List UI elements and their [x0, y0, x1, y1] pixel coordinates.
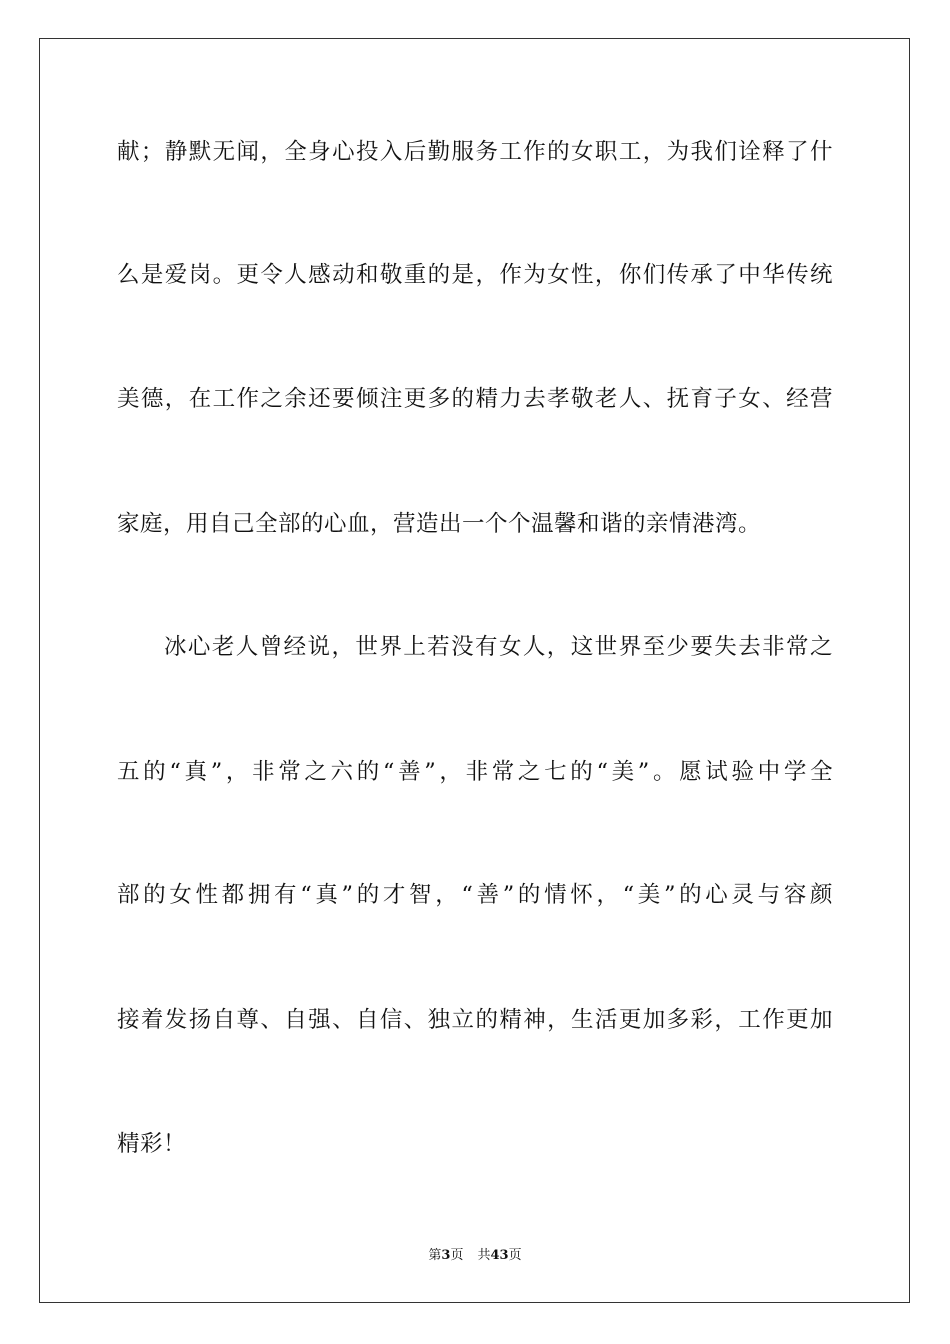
page-suffix: 页 — [450, 1248, 464, 1263]
total-prefix: 共 — [477, 1248, 491, 1263]
body-line-9: 精彩！ — [117, 1131, 187, 1157]
body-line-6: 五的“真”，非常之六的“善”，非常之七的“美”。愿试验中学全 — [117, 759, 833, 785]
body-line-2: 么是爱岗。更令人感动和敬重的是，作为女性，你们传承了中华传统 — [117, 262, 833, 288]
total-pages: 43 — [490, 1248, 509, 1263]
total-suffix: 页 — [508, 1248, 522, 1263]
body-line-7: 部的女性都拥有“真”的才智，“善”的情怀，“美”的心灵与容颜 — [117, 882, 833, 908]
body-line-1: 献；静默无闻，全身心投入后勤服务工作的女职工，为我们诠释了什 — [117, 139, 833, 165]
body-line-8: 接着发扬自尊、自强、自信、独立的精神，生活更加多彩，工作更加 — [117, 1007, 833, 1033]
page-border — [39, 38, 910, 1303]
page-number: 3 — [441, 1248, 451, 1263]
body-line-4: 家庭，用自己全部的心血，营造出一个个温馨和谐的亲情港湾。 — [117, 511, 762, 537]
body-line-5-paragraph-start: 冰心老人曾经说，世界上若没有女人，这世界至少要失去非常之 — [164, 634, 833, 660]
page-prefix: 第 — [428, 1248, 442, 1263]
body-line-3: 美德，在工作之余还要倾注更多的精力去孝敬老人、抚育子女、经营 — [117, 386, 833, 412]
page-footer — [0, 1247, 950, 1265]
